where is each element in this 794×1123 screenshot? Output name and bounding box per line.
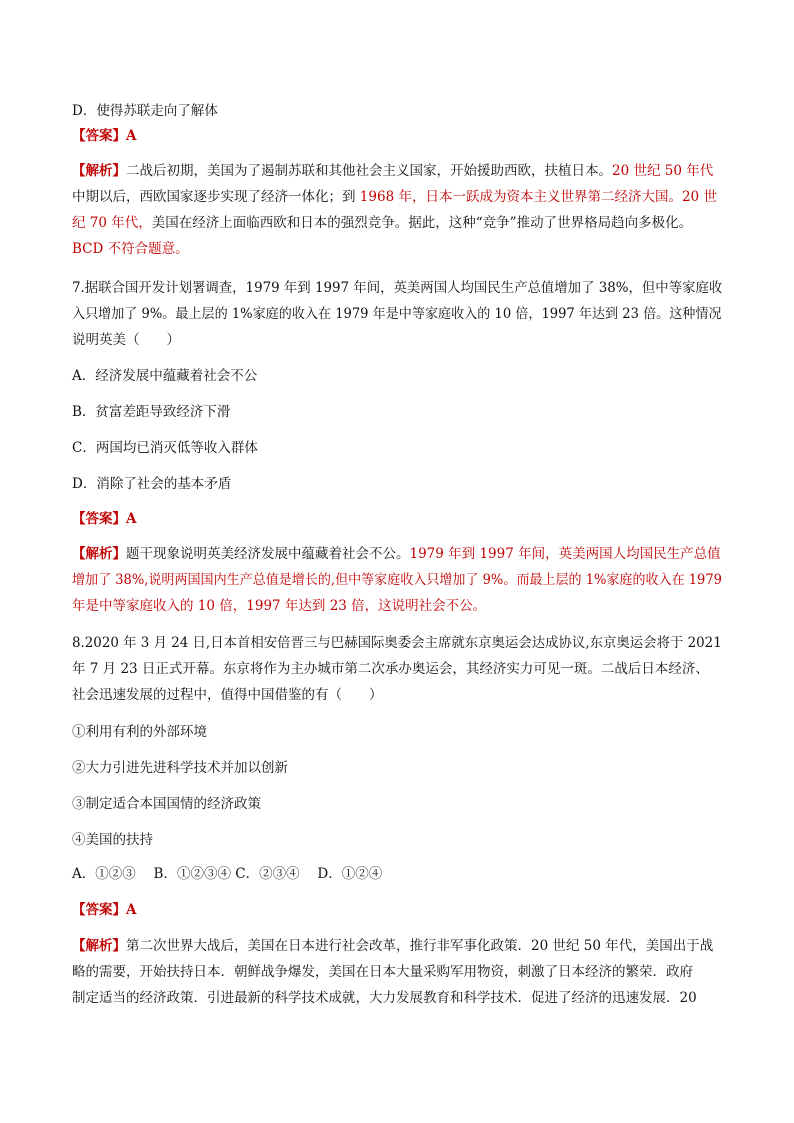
q6-explanation-line-1: 【解析】二战后初期，美国为了遏制苏联和其他社会主义国家，开始援助西欧，扶植日本。20 世纪 50 年代 xyxy=(72,163,714,179)
q7-answer: 【答案】A xyxy=(72,511,137,527)
q8-explanation-line-1: 【解析】第二次世界大战后，美国在日本进行社会改革，推行非军事化政策．20 世纪 50 年代，美国出于战 xyxy=(72,938,714,954)
q7-option-d: D．消除了社会的基本矛盾 xyxy=(72,476,232,492)
q8-answer: 【答案】A xyxy=(72,902,137,918)
q7-explanation-line-3: 年是中等家庭收入的 10 倍，1997 年达到 23 倍，这说明社会不公。 xyxy=(72,598,487,614)
q7-stem-line-1: 7.据联合国开发计划署调查，1979 年到 1997 年间，英美两国人均国民生产总值增加了 38%，但中等家庭收 xyxy=(72,280,723,296)
q6-explanation-line-3: 纪 70 年代，美国在经济上面临西欧和日本的强烈竞争。据此，这种“竞争”推动了世界格局趋向多极化。 xyxy=(72,215,693,231)
q7-stem-line-3: 说明英美（ ） xyxy=(72,332,180,348)
q7-option-c: C．两国均已消灭低等收入群体 xyxy=(72,440,258,456)
q8-item-4: ④美国的扶持 xyxy=(72,832,153,848)
q8-explanation-line-2: 略的需要，开始扶持日本．朝鲜战争爆发，美国在日本大量采购军用物资，刺激了日本经济的繁荣．政府 xyxy=(72,964,693,980)
q6-option-d: D．使得苏联走向了解体 xyxy=(72,103,218,119)
q7-stem-line-2: 入只增加了 9%。最上层的 1%家庭的收入在 1979 年是中等家庭收入的 10 倍，1997 年达到 23 倍。这种情况 xyxy=(72,306,722,322)
q8-stem-line-1: 8.2020 年 3 月 24 日,日本首相安倍晋三与巴赫国际奥委会主席就东京奥运会达成协议,东京奥运会将于 2021 xyxy=(72,635,722,651)
q8-options: A．①②③ B．①②③④ C．②③④ D．①②④ xyxy=(72,866,383,882)
q6-explanation-line-4: BCD 不符合题意。 xyxy=(72,241,189,257)
q8-stem-line-2: 年 7 月 23 日正式开幕。东京将作为主办城市第二次承办奥运会，其经济实力可见一斑。二战后日本经济、 xyxy=(72,661,709,677)
q7-option-a: A．经济发展中蕴藏着社会不公 xyxy=(72,368,258,384)
q8-explanation-line-3: 制定适当的经济政策．引进最新的科学技术成就，大力发展教育和科学技术．促进了经济的迅速发展．20 xyxy=(72,990,697,1006)
q6-answer: 【答案】A xyxy=(72,128,137,144)
q8-item-1: ①利用有利的外部环境 xyxy=(72,724,207,740)
q7-explanation-line-2: 增加了 38%,说明两国国内生产总值是增长的,但中等家庭收入只增加了 9%。而最上层的 1%家庭的收入在 1979 xyxy=(72,572,722,588)
q8-item-2: ②大力引进先进科学技术并加以创新 xyxy=(72,760,288,776)
q7-explanation-line-1: 【解析】题干现象说明英美经济发展中蕴藏着社会不公。1979 年到 1997 年间，英美两国人均国民生产总值 xyxy=(72,546,721,562)
q6-explanation-line-2: 中期以后，西欧国家逐步实现了经济一体化；到 1968 年，日本一跃成为资本主义世界第二经济大国。20 世 xyxy=(72,189,717,205)
q7-option-b: B．贫富差距导致经济下滑 xyxy=(72,404,231,420)
q8-stem-line-3: 社会迅速发展的过程中，值得中国借鉴的有（ ） xyxy=(72,687,383,703)
q8-item-3: ③制定适合本国国情的经济政策 xyxy=(72,796,261,812)
